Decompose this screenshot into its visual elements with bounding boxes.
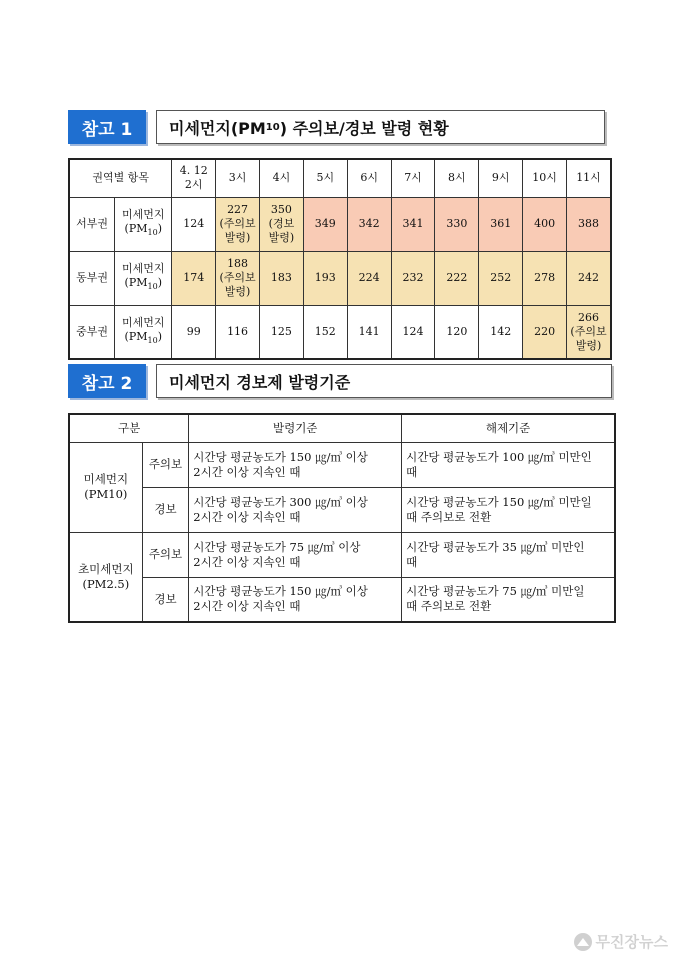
watermark-logo: 무진장뉴스	[574, 931, 668, 952]
table-row	[69, 305, 611, 359]
value-cell: 242	[567, 251, 611, 305]
pm-alert-status-table	[68, 158, 612, 360]
region-cell: 동부권	[69, 251, 115, 305]
item-cell: 미세먼지 $(PM_{10})$	[115, 197, 172, 251]
value-cell: 224	[347, 251, 391, 305]
value-cell: 252	[479, 251, 523, 305]
value-cell: 142	[479, 305, 523, 359]
hour-col: 6시	[347, 159, 391, 197]
hour-col: 4. 12 2시	[172, 159, 216, 197]
pollutant-cell: 미세먼지 (PM10)	[69, 442, 142, 532]
table-row	[69, 442, 615, 487]
value-cell: 193	[303, 251, 347, 305]
section2-tag: 참고 2	[68, 364, 146, 398]
item-cell: 미세먼지 $(PM_{10})$	[115, 251, 172, 305]
table1-corner: 권역별 항목	[69, 159, 172, 197]
table-row	[69, 577, 615, 622]
section2-header	[68, 364, 612, 398]
region-cell: 중부권	[69, 305, 115, 359]
issue-criteria-cell: 시간당 평균농도가 150 ㎍/㎥ 이상 2시간 이상 지속인 때	[189, 577, 402, 622]
value-cell: 183	[260, 251, 304, 305]
table2-header-row	[69, 414, 615, 442]
table-row	[69, 251, 611, 305]
release-criteria-cell: 시간당 평균농도가 35 ㎍/㎥ 미만인 때	[402, 532, 615, 577]
level-cell: 경보	[142, 487, 189, 532]
issue-criteria-cell: 시간당 평균농도가 300 ㎍/㎥ 이상 2시간 이상 지속인 때	[189, 487, 402, 532]
value-cell: 232	[391, 251, 435, 305]
level-cell: 경보	[142, 577, 189, 622]
header-category: 구분	[69, 414, 189, 442]
value-cell: 222	[435, 251, 479, 305]
section1-tag: 참고 1	[68, 110, 146, 144]
value-cell: 124	[391, 305, 435, 359]
value-cell: 220	[523, 305, 567, 359]
section1-header	[68, 110, 605, 144]
release-criteria-cell: 시간당 평균농도가 100 ㎍/㎥ 미만인 때	[402, 442, 615, 487]
value-cell: 188 (주의보 발령)	[216, 251, 260, 305]
value-cell: 400	[523, 197, 567, 251]
level-cell: 주의보	[142, 532, 189, 577]
header-release: 해제기준	[402, 414, 615, 442]
item-cell: 미세먼지 $(PM_{10})$	[115, 305, 172, 359]
table1-header-row	[69, 159, 611, 197]
value-cell: 349	[303, 197, 347, 251]
hour-col: 4시	[260, 159, 304, 197]
value-cell: 125	[260, 305, 304, 359]
issue-criteria-cell: 시간당 평균농도가 75 ㎍/㎥ 이상 2시간 이상 지속인 때	[189, 532, 402, 577]
region-cell: 서부권	[69, 197, 115, 251]
value-cell: 342	[347, 197, 391, 251]
table-row	[69, 197, 611, 251]
release-criteria-cell: 시간당 평균농도가 150 ㎍/㎥ 미만일 때 주의보로 전환	[402, 487, 615, 532]
pollutant-cell: 초미세먼지 (PM2.5)	[69, 532, 142, 622]
value-cell: 141	[347, 305, 391, 359]
table-row	[69, 532, 615, 577]
hour-col: 8시	[435, 159, 479, 197]
value-cell: 330	[435, 197, 479, 251]
value-cell: 361	[479, 197, 523, 251]
hour-col: 10시	[523, 159, 567, 197]
header-issue: 발령기준	[189, 414, 402, 442]
value-cell: 174	[172, 251, 216, 305]
value-cell: 227 (주의보 발령)	[216, 197, 260, 251]
value-cell: 341	[391, 197, 435, 251]
hour-col: 7시	[391, 159, 435, 197]
value-cell: 124	[172, 197, 216, 251]
table-row	[69, 487, 615, 532]
section2-title: 미세먼지 경보제 발령기준	[156, 364, 612, 398]
hour-col: 3시	[216, 159, 260, 197]
section1-title: 미세먼지(PM 10 ) 주의보/경보 발령 현황	[156, 110, 605, 144]
value-cell: 116	[216, 305, 260, 359]
value-cell: 120	[435, 305, 479, 359]
issue-criteria-cell: 시간당 평균농도가 150 ㎍/㎥ 이상 2시간 이상 지속인 때	[189, 442, 402, 487]
hour-col: 11시	[567, 159, 611, 197]
alert-criteria-table	[68, 413, 616, 623]
hour-col: 5시	[303, 159, 347, 197]
value-cell: 266 (주의보 발령)	[567, 305, 611, 359]
mountain-icon	[574, 933, 592, 951]
hour-col: 9시	[479, 159, 523, 197]
level-cell: 주의보	[142, 442, 189, 487]
value-cell: 152	[303, 305, 347, 359]
release-criteria-cell: 시간당 평균농도가 75 ㎍/㎥ 미만일 때 주의보로 전환	[402, 577, 615, 622]
value-cell: 278	[523, 251, 567, 305]
value-cell: 99	[172, 305, 216, 359]
value-cell: 350 (경보 발령)	[260, 197, 304, 251]
value-cell: 388	[567, 197, 611, 251]
